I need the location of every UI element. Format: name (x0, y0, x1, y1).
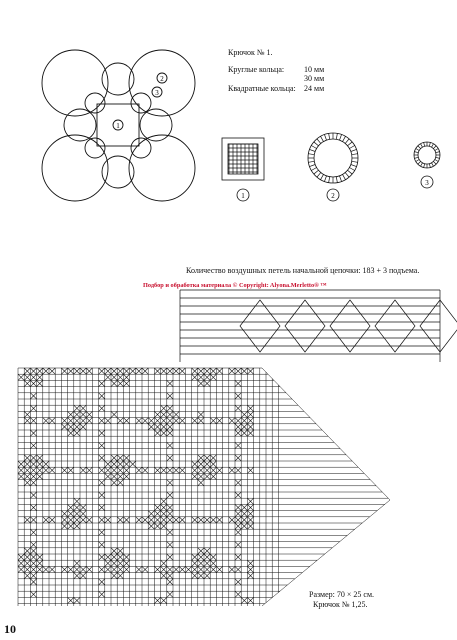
motif-row (228, 84, 340, 94)
motif-row-value: 10 мм (304, 64, 325, 74)
motif-row-value: 30 мм (304, 74, 325, 83)
runner-hook: Крючок № 1,25. (313, 600, 368, 609)
edging-diamond (240, 300, 280, 352)
small-ring (140, 109, 172, 141)
page-number: 10 (4, 622, 16, 636)
edging-diamond (420, 300, 457, 352)
edging-diamond (375, 300, 415, 352)
motif-label-2: 2 (160, 75, 164, 83)
chain-note: Количество воздушных петель начальной цепочки: 183 + 3 подъема. (186, 266, 420, 275)
motif-label-3: 3 (155, 89, 159, 97)
small-ring (131, 138, 151, 158)
edging-diamond (285, 300, 325, 352)
motif-hook: Крючок № 1. (228, 48, 273, 57)
small-ring (64, 109, 96, 141)
motif-row-label (228, 74, 304, 84)
small-ring (131, 93, 151, 113)
edging-diamond (330, 300, 370, 352)
motif-row-value: 24 мм (304, 83, 325, 93)
copyright-note: Подбор и обработка материала © Copyright: Alyona.Merletto® ™ (143, 282, 327, 289)
grid-edge (262, 368, 390, 500)
motif-row (228, 65, 340, 75)
motif-row-label: Квадратные кольца: (228, 83, 296, 93)
motif-row-label: Круглые кольца: (228, 64, 285, 74)
large-ring (42, 135, 108, 201)
ring-label-2: 2 (331, 192, 335, 200)
small-ring (85, 93, 105, 113)
motif-label-1: 1 (116, 122, 120, 130)
large-ring (42, 50, 108, 116)
ring-label-1: 1 (241, 192, 245, 200)
small-ring (85, 138, 105, 158)
motif-info (228, 48, 340, 93)
size-note: Размер: 70 × 25 см. (309, 590, 375, 599)
ring-label-3: 3 (425, 179, 429, 187)
motif-row (228, 74, 340, 84)
